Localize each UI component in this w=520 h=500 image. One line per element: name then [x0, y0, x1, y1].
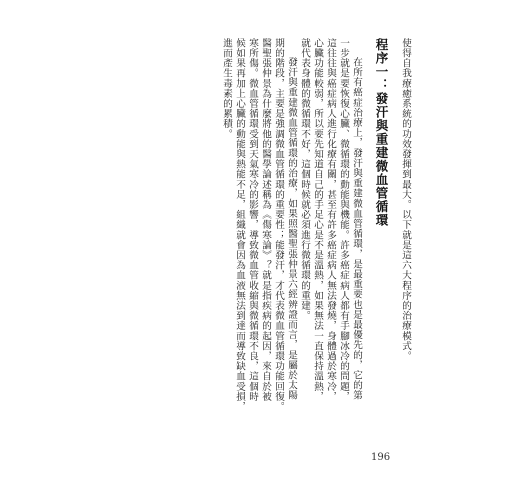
section-heading: 程序一：發汗與重建微血管循環 — [374, 38, 389, 227]
paragraph-1-line: 一步就是要恢復心臟、微循環的動能與機能。許多癌症病人都有手腳冰冷的問題， — [338, 38, 349, 402]
paragraph-2-line: 期的階段，主要是強調微血管循環的重要性；能發汗，才代表微血管循環功能回復。 — [273, 38, 284, 412]
paragraph-1-line: 心臟功能較弱，所以要先知道自己的手足心是不是溫熱，如果無法一直保持溫熱， — [312, 38, 323, 402]
paragraph-1-line: 在所有癌症治療上，發汗與重建微血管循環，是最重要也是最優先的，它的第 — [351, 57, 362, 401]
paragraph-2-line: 醫聖張仲景為什麼將他的醫學論述稱為《傷寒論》？就是指疾病的起因，來自於被 — [260, 38, 271, 402]
paragraph-1-line: 就代表身體的微循環不好，這個時候就必須進行微循環的重建。 — [299, 38, 310, 321]
paragraph-2-line: 候如果再加上心臟的動能與熱能不足，組織就會因為血液無法到達而導致缺血受損， — [234, 38, 245, 412]
page-number: 196 — [371, 452, 391, 463]
intro-line: 使得自我療癒系統的功效發揮到最大。以下就是這六大程序的治療模式。 — [400, 38, 411, 362]
paragraph-2-line: 進而產生毒素的累積。 — [221, 38, 232, 139]
vertical-text-block — [138, 38, 412, 443]
paragraph-1-line: 這往往與癌症病人進行化療有關，甚至有許多癌症病人無法發燒，身體過於寒冷， — [325, 38, 336, 402]
paragraph-2-line: 發汗與重建微血管循環的治療，如果照醫聖張仲景六經辨證而言，是屬於太陽 — [286, 57, 297, 401]
paragraph-2-line: 寒所傷。微血管循環受到天氣寒冷的影響，導致微血管收縮與微循環不良，這個時 — [247, 38, 258, 402]
